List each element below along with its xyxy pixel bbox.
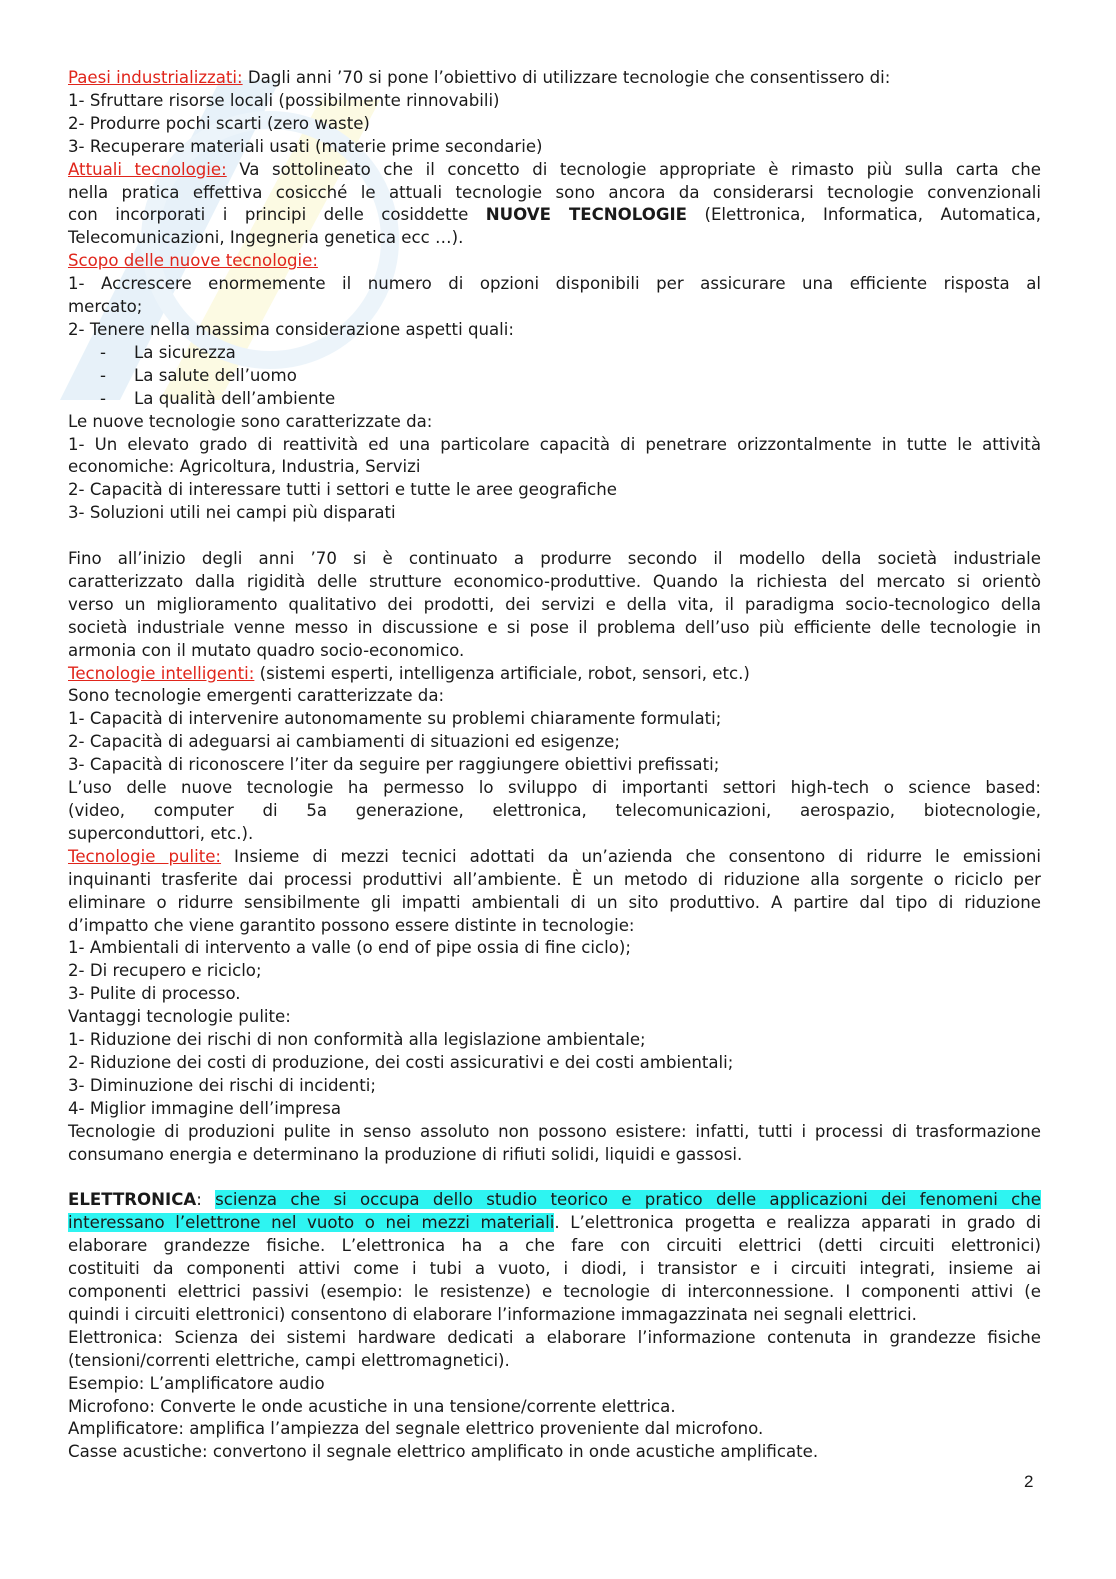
line-text: L’uso delle nuove tecnologie ha permesso lo sviluppo di importanti settori high-tech o science based:: [68, 778, 1041, 798]
line-text: 1- Riduzione dei rischi di non conformità alla legislazione ambientale;: [68, 1030, 646, 1050]
text-line: [68, 296, 1041, 319]
line-text: consumano energia e determinano la produzione di rifiuti solidi, liquidi e gassosi.: [68, 1144, 743, 1164]
text-line: [68, 227, 1041, 250]
text-line: [68, 1327, 1041, 1350]
line-text: armonia con il mutato quadro socio-economico.: [68, 640, 465, 660]
text-line: [68, 1121, 1041, 1144]
line-text: mercato;: [68, 297, 143, 317]
text-line: [68, 136, 1041, 159]
text-line: [68, 1304, 1041, 1327]
text-line: [68, 846, 1041, 869]
text-line: [68, 685, 1041, 708]
text-line: [68, 273, 1041, 296]
text-line: [68, 1212, 1041, 1235]
document-body: [68, 67, 1041, 1464]
line-text: Elettronica: Scienza dei sistemi hardware dedicati a elaborare l’informazione contenuta in grandezze fisiche: [68, 1327, 1041, 1347]
text-line: [68, 777, 1041, 800]
section-label: Attuali tecnologie:: [68, 159, 227, 179]
text-line: [68, 1441, 1041, 1464]
bullet-dash: -: [100, 365, 106, 385]
bold-term: ELETTRONICA: [68, 1190, 197, 1210]
line-text: 1- Accrescere enormemente il numero di opzioni disponibili per assicurare una efficiente risposta al: [68, 274, 1041, 294]
line-text: elaborare grandezze fisiche. L’elettronica ha a che fare con circuiti elettrici (detti circuiti elettronici): [68, 1236, 1041, 1256]
line-text: Telecomunicazioni, Ingegneria genetica ecc …).: [68, 228, 464, 248]
line-text: d’impatto che viene garantito possono essere distinte in tecnologie:: [68, 915, 635, 935]
line-text: (Elettronica, Informatica, Automatica,: [687, 205, 1041, 225]
line-text: (sistemi esperti, intelligenza artificiale, robot, sensori, etc.): [254, 663, 750, 683]
line-text: Dagli anni ’70 si pone l’obiettivo di utilizzare tecnologie che consentissero di:: [242, 68, 891, 87]
line-text: eliminare o ridurre sensibilmente gli impatti ambientali di un sito produttivo. A partire dal tipo di riduzione: [68, 892, 1041, 912]
line-text: 2- Capacità di interessare tutti i settori e tutte le aree geografiche: [68, 480, 617, 500]
line-text: Casse acustiche: convertono il segnale elettrico amplificato in onde acustiche amplificate.: [68, 1442, 819, 1462]
line-text: economiche: Agricoltura, Industria, Servizi: [68, 457, 421, 477]
text-line: [68, 754, 1041, 777]
colon: :: [196, 1190, 216, 1210]
line-text: 3- Pulite di processo.: [68, 984, 241, 1004]
line-text: superconduttori, etc.).: [68, 823, 254, 843]
text-line: [68, 937, 1041, 960]
text-line: [68, 1350, 1041, 1373]
section-label: Paesi industrializzati:: [68, 68, 243, 87]
text-line: [68, 983, 1041, 1006]
page-number: 2: [1024, 1472, 1034, 1491]
line-text: 2- Produrre pochi scarti (zero waste): [68, 113, 370, 133]
line-text: 2- Capacità di adeguarsi ai cambiamenti di situazioni ed esigenze;: [68, 732, 620, 752]
bullet-item: [68, 342, 1041, 365]
text-line: [68, 1144, 1041, 1167]
text-line: [68, 182, 1041, 205]
text-line: [68, 571, 1041, 594]
text-line: [68, 915, 1041, 938]
line-text: (video, computer di 5a generazione, elettronica, telecomunicazioni, aerospazio, biotecnologie,: [68, 800, 1041, 820]
line-text: 2- Tenere nella massima considerazione aspetti quali:: [68, 319, 514, 339]
text-line: [68, 1006, 1041, 1029]
text-line: [68, 159, 1041, 182]
text-line: [68, 708, 1041, 731]
line-text: 2- Di recupero e riciclo;: [68, 961, 262, 981]
line-text: Amplificatore: amplifica l’ampiezza del segnale elettrico proveniente dal microfono.: [68, 1419, 764, 1439]
line-text: . L’elettronica progetta e realizza apparati in grado di: [554, 1213, 1041, 1233]
text-line: [68, 731, 1041, 754]
text-line: [68, 456, 1041, 479]
bullet-text: La qualità dell’ambiente: [134, 388, 336, 408]
text-line: [68, 1189, 1041, 1212]
text-line: [68, 594, 1041, 617]
text-line: [68, 1052, 1041, 1075]
bullet-text: La salute dell’uomo: [134, 365, 297, 385]
bullet-item: [68, 388, 1041, 411]
line-text: Microfono: Converte le onde acustiche in una tensione/corrente elettrica.: [68, 1396, 676, 1416]
line-text: (tensioni/correnti elettriche, campi elettromagnetici).: [68, 1350, 510, 1370]
text-line: [68, 479, 1041, 502]
section-label: Scopo delle nuove tecnologie:: [68, 251, 318, 271]
text-line: [68, 892, 1041, 915]
line-text: 1- Capacità di intervenire autonomamente su problemi chiaramente formulati;: [68, 709, 722, 729]
bullet-item: [68, 365, 1041, 388]
text-line: [68, 1373, 1041, 1396]
text-line: [68, 502, 1041, 525]
line-text: nella pratica effettiva cosicché le attuali tecnologie sono ancora da considerarsi tecnologie convenzionali: [68, 182, 1041, 202]
highlighted-text: scienza che si occupa dello studio teorico e pratico delle applicazioni dei fenomeni che: [215, 1190, 1041, 1210]
bullet-text: La sicurezza: [134, 342, 236, 362]
section-label: Tecnologie pulite:: [68, 846, 222, 866]
text-line: [68, 823, 1041, 846]
text-line: [68, 1029, 1041, 1052]
line-text: 3- Capacità di riconoscere l’iter da seguire per raggiungere obiettivi prefissati;: [68, 755, 720, 775]
text-line: [68, 1418, 1041, 1441]
line-text: caratterizzato dalla rigidità delle strutture economico-produttive. Quando la richiesta del mercato si orientò: [68, 571, 1041, 591]
text-line: [68, 1396, 1041, 1419]
text-line: [68, 250, 1041, 273]
bold-term: NUOVE TECNOLOGIE: [485, 205, 687, 225]
bullet-dash: -: [100, 388, 106, 408]
line-text: Insieme di mezzi tecnici adottati da un’azienda che consentono di ridurre le emissioni: [221, 846, 1041, 866]
text-line: [68, 1098, 1041, 1121]
line-text: quindi i circuiti elettronici) consentono di elaborare l’informazione immagazzinata nei segnali elettrici.: [68, 1304, 917, 1324]
line-text: Vantaggi tecnologie pulite:: [68, 1007, 291, 1027]
line-text: inquinanti trasferite dai processi produttivi all’ambiente. È un metodo di riduzione alla sorgente o riciclo per: [68, 869, 1041, 889]
text-line: [68, 90, 1041, 113]
text-line: [68, 548, 1041, 571]
text-line: [68, 319, 1041, 342]
text-line: [68, 113, 1041, 136]
line-text: 2- Riduzione dei costi di produzione, dei costi assicurativi e dei costi ambientali;: [68, 1052, 734, 1072]
line-text: Le nuove tecnologie sono caratterizzate da:: [68, 411, 433, 431]
line-text: Fino all’inizio degli anni ’70 si è continuato a produrre secondo il modello della società industriale: [68, 549, 1041, 569]
line-text: società industriale venne messo in discussione e si pose il problema dell’uso più efficiente delle tecnologie in: [68, 617, 1041, 637]
line-text: 3- Soluzioni utili nei campi più disparati: [68, 503, 396, 523]
text-line: [68, 617, 1041, 640]
line-text: verso un miglioramento qualitativo dei prodotti, dei servizi e della vita, il paradigma socio-tecnologico della: [68, 594, 1041, 614]
section-label: Tecnologie intelligenti:: [68, 663, 255, 683]
blank-line: [68, 1166, 1041, 1189]
text-line: [68, 960, 1041, 983]
text-line: [68, 1235, 1041, 1258]
blank-line: [68, 525, 1041, 548]
line-text: 4- Miglior immagine dell’impresa: [68, 1098, 342, 1118]
text-line: [68, 640, 1041, 663]
bullet-dash: -: [100, 342, 106, 362]
highlighted-text: interessano l’elettrone nel vuoto o nei mezzi materiali: [68, 1213, 555, 1233]
line-text: 3- Diminuzione dei rischi di incidenti;: [68, 1075, 376, 1095]
line-text: 1- Sfruttare risorse locali (possibilmente rinnovabili): [68, 90, 500, 110]
text-line: [68, 1281, 1041, 1304]
line-text: Tecnologie di produzioni pulite in senso assoluto non possono esistere: infatti, tutti i processi di trasformazione: [68, 1121, 1041, 1141]
text-line: [68, 67, 1041, 90]
text-line: [68, 663, 1041, 686]
line-text: Esempio: L’amplificatore audio: [68, 1373, 325, 1393]
text-line: [68, 204, 1041, 227]
text-line: [68, 1075, 1041, 1098]
line-text: costituiti da componenti attivi come i tubi a vuoto, i diodi, i transistor e i circuiti integrati, insieme ai: [68, 1259, 1041, 1279]
line-text: 1- Ambientali di intervento a valle (o end of pipe ossia di fine ciclo);: [68, 938, 631, 958]
line-text: Sono tecnologie emergenti caratterizzate da:: [68, 686, 445, 706]
text-line: [68, 1258, 1041, 1281]
text-line: [68, 869, 1041, 892]
line-text: Va sottolineato che il concetto di tecnologie appropriate è rimasto più sulla carta che: [226, 159, 1041, 179]
line-text: 3- Recuperare materiali usati (materie prime secondarie): [68, 136, 543, 156]
text-line: [68, 434, 1041, 457]
line-text: 1- Un elevato grado di reattività ed una particolare capacità di penetrare orizzontalmente in tutte le attività: [68, 434, 1041, 454]
text-line: [68, 800, 1041, 823]
line-text: con incorporati i principi delle cosiddette: [68, 205, 486, 225]
line-text: componenti elettrici passivi (esempio: le resistenze) e tecnologie di interconnessione. I componenti attivi (e: [68, 1282, 1041, 1301]
text-line: [68, 411, 1041, 434]
